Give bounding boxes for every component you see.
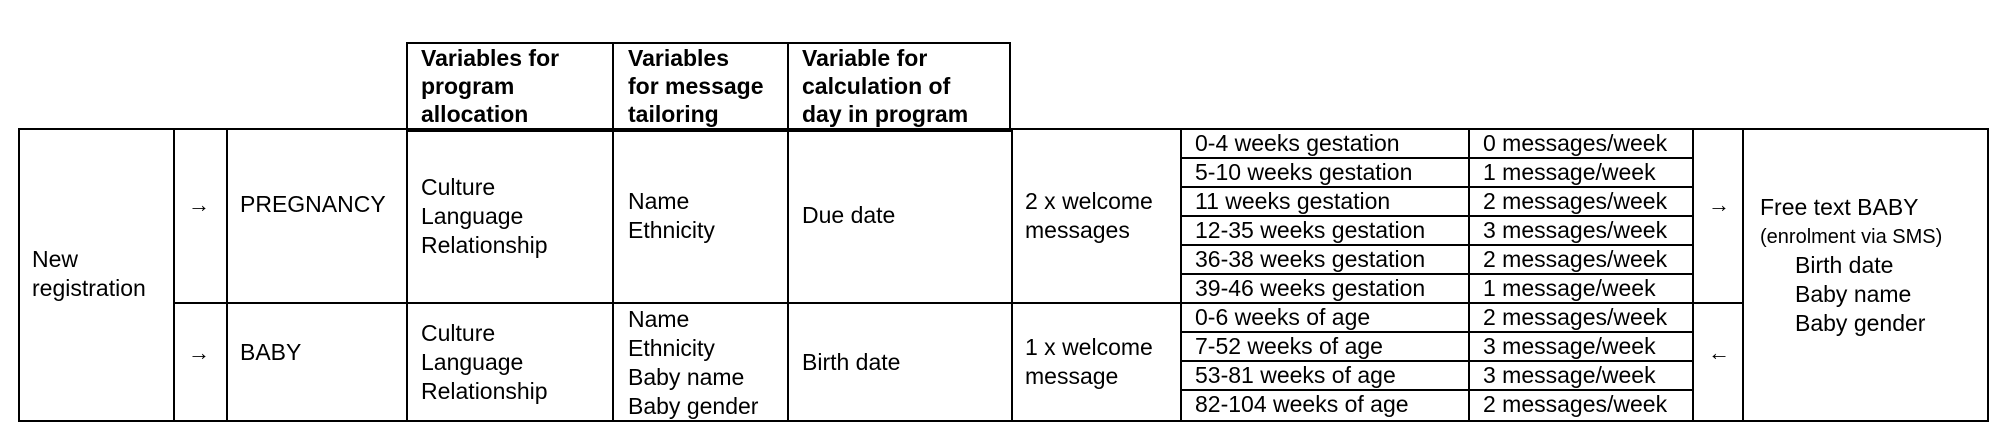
baby-label: BABY bbox=[240, 339, 302, 365]
schedule-period: 53-81 weeks of age bbox=[1195, 362, 1396, 388]
schedule-period: 5-10 weeks gestation bbox=[1195, 159, 1413, 185]
schedule-period: 11 weeks gestation bbox=[1195, 188, 1391, 214]
schedule-rate: 1 message/week bbox=[1483, 159, 1656, 185]
col-line-6 bbox=[1011, 128, 1013, 422]
schedule-rate: 3 messages/week bbox=[1483, 217, 1668, 243]
arrow-left-icon: ← bbox=[1708, 340, 1730, 365]
baby-welcome: 1 x welcome message bbox=[1025, 334, 1153, 389]
schedule-period: 7-52 weeks of age bbox=[1195, 333, 1383, 359]
col-line-1 bbox=[173, 128, 175, 422]
col-line-3 bbox=[406, 128, 408, 422]
schedule-period: 82-104 weeks of age bbox=[1195, 391, 1409, 417]
baby-day-variable: Birth date bbox=[802, 349, 901, 375]
schedule-rate: 1 message/week bbox=[1483, 275, 1656, 301]
col-line-7 bbox=[1180, 128, 1182, 422]
col-line-5 bbox=[787, 128, 789, 422]
schedule-period: 39-46 weeks gestation bbox=[1195, 275, 1426, 301]
pregnancy-label: PREGNANCY bbox=[240, 191, 386, 217]
new-registration-label: New registration bbox=[32, 246, 146, 301]
header-day-calculation: Variable for calculation of day in program bbox=[802, 45, 969, 127]
schedule-period: 12-35 weeks gestation bbox=[1195, 217, 1426, 243]
schedule-rate: 2 messages/week bbox=[1483, 304, 1668, 330]
pregnancy-tailoring: Name Ethnicity bbox=[628, 188, 715, 243]
arrow-right-icon: → bbox=[188, 340, 210, 365]
free-text-subtitle: (enrolment via SMS) bbox=[1760, 226, 1943, 248]
arrow-right-icon: → bbox=[1708, 192, 1730, 217]
header-divider-2 bbox=[787, 42, 789, 132]
col-line-4 bbox=[612, 128, 614, 422]
pregnancy-allocation: Culture Language Relationship bbox=[421, 174, 548, 258]
schedule-rate: 0 messages/week bbox=[1483, 130, 1668, 156]
free-text-title: Free text BABY bbox=[1760, 194, 1919, 220]
col-line-10 bbox=[1742, 128, 1744, 422]
pregnancy-day-variable: Due date bbox=[802, 202, 896, 228]
col-line-8 bbox=[1468, 128, 1470, 422]
col-line-9 bbox=[1692, 128, 1694, 422]
free-text-fields: Birth date Baby name Baby gender bbox=[1795, 252, 1926, 336]
pregnancy-welcome: 2 x welcome messages bbox=[1025, 188, 1153, 243]
schedule-rate: 3 message/week bbox=[1483, 333, 1656, 359]
header-divider-1 bbox=[612, 42, 614, 132]
header-message-tailoring: Variables for message tailoring bbox=[628, 45, 764, 127]
baby-tailoring: Name Ethnicity Baby name Baby gender bbox=[628, 306, 759, 419]
baby-allocation: Culture Language Relationship bbox=[421, 320, 548, 404]
schedule-rate: 3 message/week bbox=[1483, 362, 1656, 388]
schedule-period: 36-38 weeks gestation bbox=[1195, 246, 1426, 272]
schedule-period: 0-4 weeks gestation bbox=[1195, 130, 1400, 156]
arrow-right-icon: → bbox=[188, 192, 210, 217]
col-line-2 bbox=[226, 128, 228, 422]
schedule-rate: 2 messages/week bbox=[1483, 188, 1668, 214]
schedule-period: 0-6 weeks of age bbox=[1195, 304, 1371, 330]
schedule-rate: 2 messages/week bbox=[1483, 391, 1668, 417]
header-program-allocation: Variables for program allocation bbox=[421, 45, 560, 127]
schedule-rate: 2 messages/week bbox=[1483, 246, 1668, 272]
